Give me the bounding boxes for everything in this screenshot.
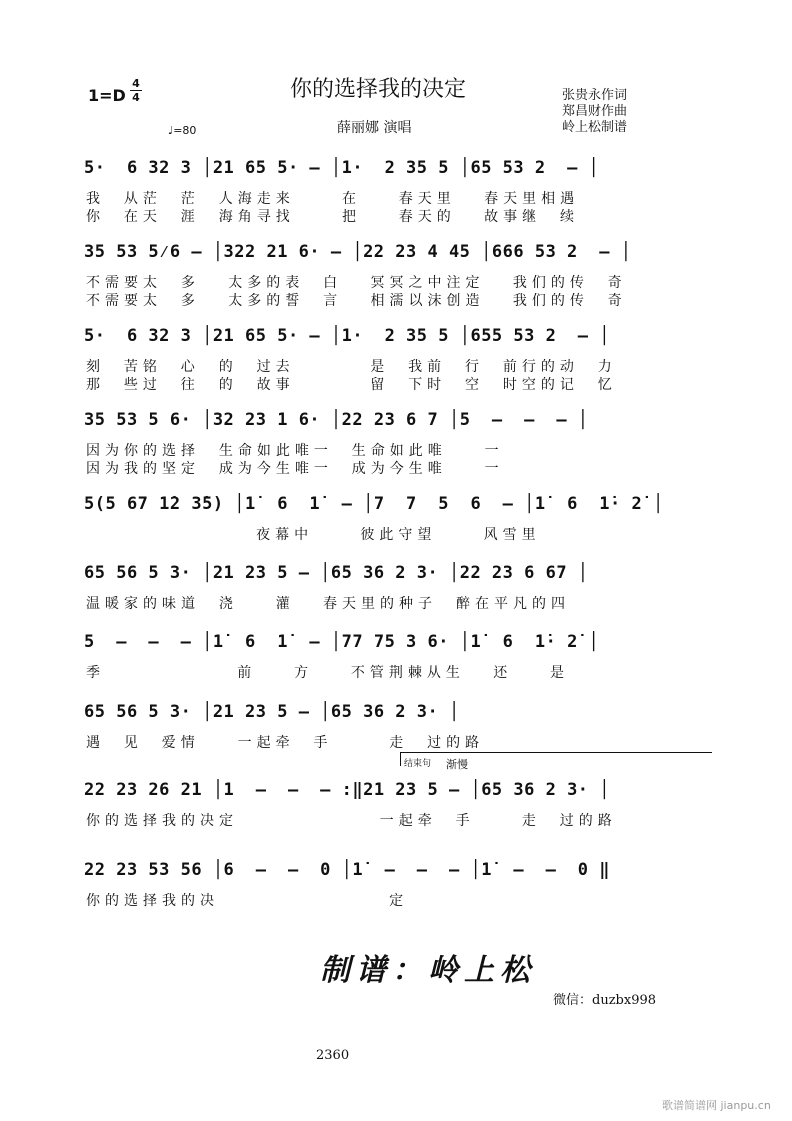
lyric-line: 遇 见 爱情 一起牵 手 走 过的路 xyxy=(86,735,485,751)
rit-mark: 渐慢 xyxy=(446,758,468,771)
lyric-line: 不需要太 多 太多的誓 言 相濡以沫创造 我们的传 奇 xyxy=(86,293,627,309)
transcriber: 岭上松制谱 xyxy=(562,120,628,135)
key-signature: 1=D xyxy=(88,86,126,105)
lyric-line: 你的选择我的决定 一起牵 手 走 过的路 xyxy=(86,813,617,829)
time-signature xyxy=(130,78,142,103)
lyric-line: 因为你的选择 生命如此唯一 生命如此唯 一 xyxy=(86,443,504,459)
lyric-line: 季 前 方 不管荆棘从生 还 是 xyxy=(86,665,570,681)
notation-line: 5(5 67 1̇2 3̇5) │1̇ 6 1̇ – │7 7 5 6 – │1̇ 6 1̇· 2̇ │ xyxy=(84,494,664,514)
lyric-line: 那 些过 往 的 故事 留 下时 空 时空的记 忆 xyxy=(86,377,617,393)
lyric-line: 你 在天 涯 海角寻找 把 春天的 故事继 续 xyxy=(86,209,580,225)
lyric-line: 我 从茫 茫 人海走来 在 春天里 春天里相遇 xyxy=(86,191,580,207)
site-watermark: 歌谱简谱网 jianpu.cn xyxy=(662,1099,771,1112)
transcriber-signature: 制谱：岭上松 xyxy=(320,953,536,988)
notation-line: 5· 6 32 3 │21 65 5· – │1· 2 35 5 │655 53 2 – │ xyxy=(84,326,611,346)
meter-top: 4 xyxy=(132,77,140,90)
singer: 薛丽娜 演唱 xyxy=(337,120,412,136)
notation-line: 5 – – – │1̇ 6 1̇ – │77 75 3 6· │1̇ 6 1̇· 2̇ │ xyxy=(84,632,600,652)
ending-bracket xyxy=(400,752,712,753)
lyric-line: 温暖家的味道 浇 灌 春天里的种子 醉在平凡的四 xyxy=(86,596,570,612)
page-number: 2360 xyxy=(316,1048,350,1063)
lyric-line: 夜幕中 彼此守望 风雪里 xyxy=(86,527,541,543)
notation-line: 65 56 5 3· │21 23 5 – │65 36 2 3· │22 23 6 67 │ xyxy=(84,563,589,583)
ending-bracket-left xyxy=(400,752,401,766)
notation-line: 22 23 53 56 │6 – – 0 │1̇ – – – │1̇ – – 0 ‖ xyxy=(84,860,611,880)
song-title: 你的选择我的决定 xyxy=(290,77,467,102)
lyricist: 张贵永作词 xyxy=(562,88,628,103)
credits xyxy=(562,88,627,136)
lyric-line: 你的选择我的决 定 xyxy=(86,893,409,909)
composer: 郑昌财作曲 xyxy=(562,104,628,119)
notation-line: 22 23 26 21 │1 – – – :‖21 23 5 – │65 36 2 3· │ xyxy=(84,780,611,800)
notation-line: 5· 6 32 3 │21 65 5· – │1· 2 35 5 │65 53 2 – │ xyxy=(84,158,600,178)
lyric-line: 不需要太 多 太多的表 白 冥冥之中注定 我们的传 奇 xyxy=(86,275,627,291)
meter-bottom: 4 xyxy=(132,91,140,104)
tempo-mark: ♩=80 xyxy=(168,124,197,137)
lyric-line: 刻 苦铭 心 的 过去 是 我前 行 前行的动 力 xyxy=(86,359,617,375)
notation-line: 35 53 5 6· │32 23 1 6· │22 23 6 7 │5 – – – │ xyxy=(84,410,589,430)
notation-line: 35 53 5⁄6 – │322 21 6· – │22 23 4 45 │666 53 2 – │ xyxy=(84,242,632,262)
end-phrase-mark: 结束句 xyxy=(404,759,432,769)
wechat-id: 微信：duzbx998 xyxy=(553,993,657,1008)
lyric-line: 因为我的坚定 成为今生唯一 成为今生唯 一 xyxy=(86,461,504,477)
notation-line: 65 56 5 3· │21 23 5 – │65 36 2 3· │ xyxy=(84,702,460,722)
